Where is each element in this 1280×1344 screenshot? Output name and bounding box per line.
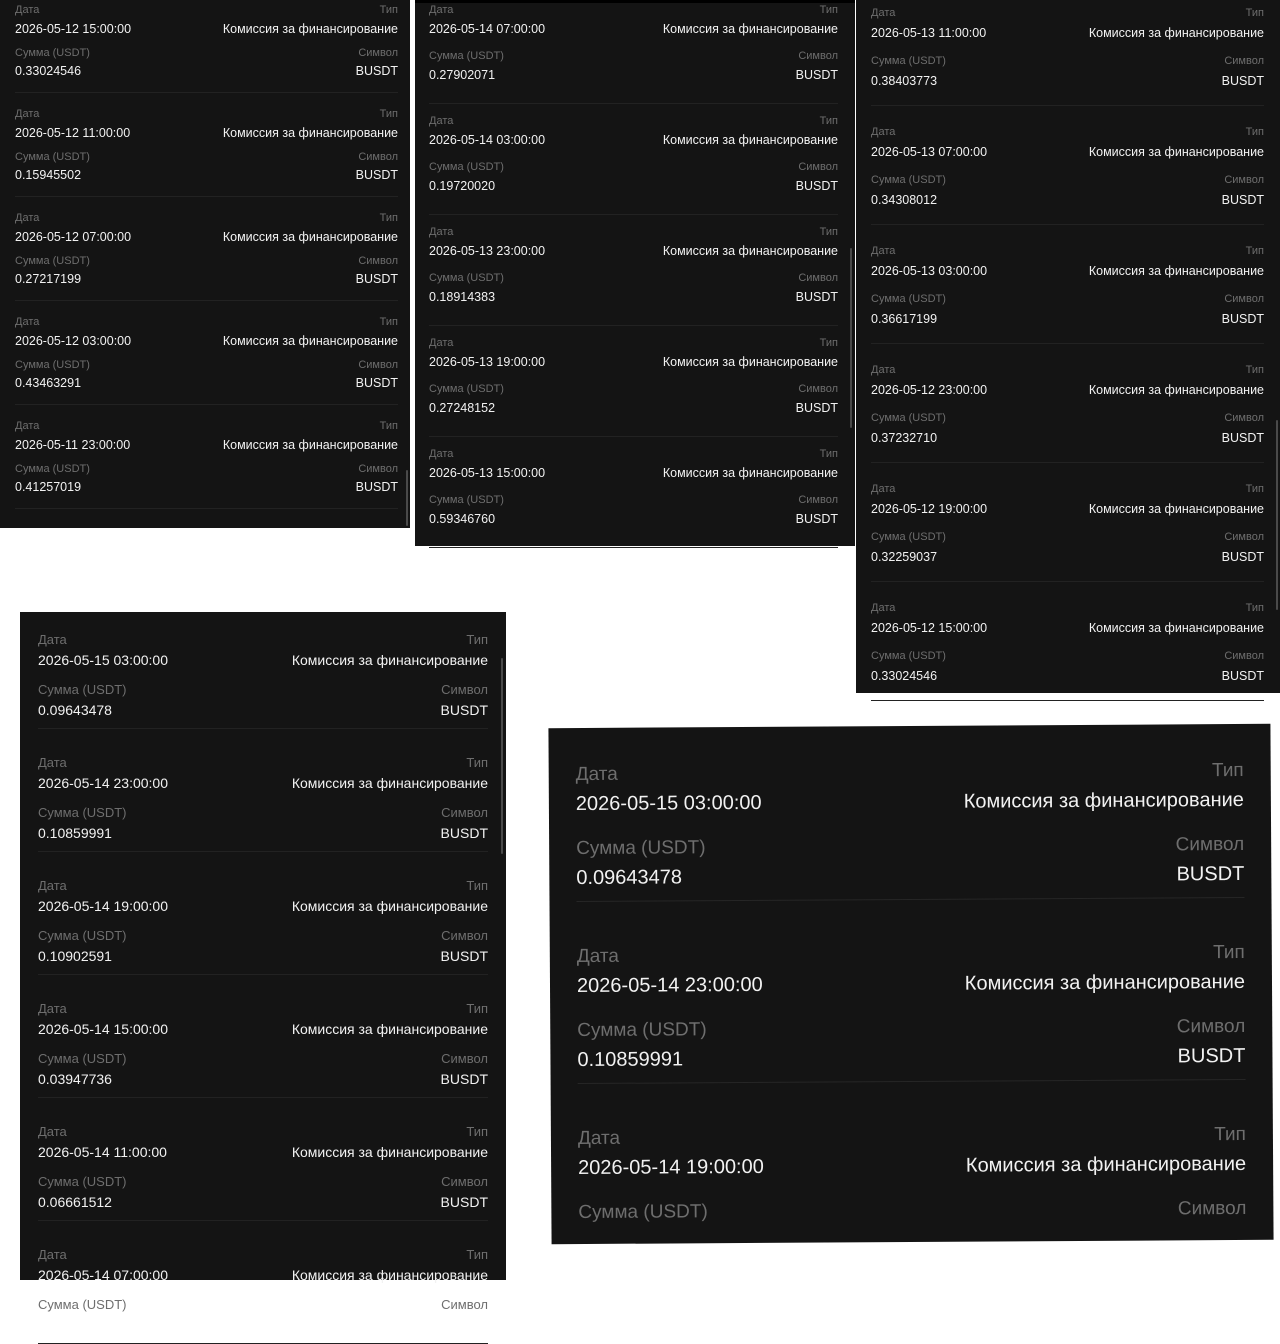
amount-label: Сумма (USDT) <box>871 412 946 424</box>
record-type: Комиссия за финансирование <box>291 1021 488 1037</box>
date-label: Дата <box>15 4 40 16</box>
record-type: Комиссия за финансирование <box>662 133 838 147</box>
amount-label: Сумма (USDT) <box>38 928 127 943</box>
date-label: Дата <box>871 364 896 376</box>
symbol-label: Символ <box>1224 412 1264 424</box>
record-amount: 0.41257019 <box>15 480 82 494</box>
funding-record[interactable] <box>576 898 1245 1084</box>
symbol-label: Символ <box>441 805 488 820</box>
record-type: Комиссия за финансирование <box>1088 26 1264 40</box>
record-type: Комиссия за финансирование <box>662 22 838 36</box>
record-symbol: BUSDT <box>355 480 398 494</box>
amount-label: Сумма (USDT) <box>38 1051 127 1066</box>
record-amount: 0.32259037 <box>871 550 938 564</box>
amount-label: Сумма (USDT) <box>15 359 90 371</box>
record-type: Комиссия за финансирование <box>1088 502 1264 516</box>
type-label: Тип <box>379 316 398 328</box>
type-label: Тип <box>466 1124 488 1139</box>
record-type: Комиссия за финансирование <box>222 126 398 140</box>
record-date: 2026-05-12 15:00:00 <box>15 22 132 36</box>
record-date: 2026-05-14 07:00:00 <box>429 22 546 36</box>
record-type: Комиссия за финансирование <box>291 1144 488 1160</box>
record-amount: 0.37232710 <box>871 431 938 445</box>
type-label: Тип <box>379 420 398 432</box>
date-label: Дата <box>15 316 40 328</box>
funding-history-panel-4[interactable] <box>20 612 506 1312</box>
type-label: Тип <box>466 1247 488 1262</box>
symbol-label: Символ <box>1175 833 1245 856</box>
symbol-label: Символ <box>798 50 838 62</box>
record-type: Комиссия за финансирование <box>291 652 488 668</box>
record-amount: 0.10859991 <box>577 1048 684 1072</box>
type-label: Тип <box>466 755 488 770</box>
record-symbol: BUSDT <box>355 64 398 78</box>
symbol-label: Символ <box>1177 1197 1247 1220</box>
amount-label: Сумма (USDT) <box>15 151 90 163</box>
funding-history-panel-3[interactable] <box>856 0 1280 693</box>
funding-record[interactable] <box>38 729 488 852</box>
amount-label: Сумма (USDT) <box>871 531 946 543</box>
record-symbol: BUSDT <box>440 1194 488 1210</box>
record-type: Комиссия за финансирование <box>1088 264 1264 278</box>
symbol-label: Символ <box>798 272 838 284</box>
symbol-label: Символ <box>1176 1015 1246 1038</box>
funding-record[interactable] <box>15 197 398 301</box>
record-date: 2026-05-11 23:00:00 <box>15 438 131 452</box>
record-amount: 0.33024546 <box>871 669 938 683</box>
record-date: 2026-05-14 19:00:00 <box>578 1155 764 1180</box>
record-type: Комиссия за финансирование <box>291 1267 488 1283</box>
record-symbol: BUSDT <box>1176 862 1245 886</box>
funding-record[interactable] <box>38 975 488 1098</box>
funding-record[interactable] <box>871 0 1264 106</box>
date-label: Дата <box>429 4 454 16</box>
type-label: Тип <box>379 108 398 120</box>
date-label: Дата <box>871 602 896 614</box>
funding-history-panel-1[interactable] <box>0 0 410 528</box>
funding-history-panel-2[interactable] <box>415 0 855 546</box>
amount-label: Сумма (USDT) <box>38 682 127 697</box>
symbol-label: Символ <box>441 1297 488 1312</box>
symbol-label: Символ <box>358 47 398 59</box>
record-type: Комиссия за финансирование <box>662 466 838 480</box>
funding-record[interactable] <box>871 344 1264 463</box>
funding-record[interactable] <box>871 463 1264 582</box>
record-date: 2026-05-13 23:00:00 <box>429 244 546 258</box>
funding-record[interactable] <box>871 582 1264 701</box>
symbol-label: Символ <box>441 682 488 697</box>
funding-record[interactable] <box>871 106 1264 225</box>
amount-label: Сумма (USDT) <box>38 805 127 820</box>
funding-record[interactable] <box>871 225 1264 344</box>
symbol-label: Символ <box>358 151 398 163</box>
date-label: Дата <box>871 7 896 19</box>
date-label: Дата <box>429 337 454 349</box>
record-date: 2026-05-14 15:00:00 <box>38 1021 168 1037</box>
amount-label: Сумма (USDT) <box>429 272 504 284</box>
symbol-label: Символ <box>1224 531 1264 543</box>
record-type: Комиссия за финансирование <box>291 775 488 791</box>
symbol-label: Символ <box>441 928 488 943</box>
type-label: Тип <box>1245 364 1264 376</box>
funding-record[interactable] <box>38 606 488 729</box>
date-label: Дата <box>38 1001 67 1016</box>
amount-label: Сумма (USDT) <box>429 494 504 506</box>
date-label: Дата <box>429 115 454 127</box>
type-label: Тип <box>819 226 838 238</box>
record-symbol: BUSDT <box>795 179 838 193</box>
record-symbol: BUSDT <box>440 825 488 841</box>
record-symbol: BUSDT <box>1221 669 1264 683</box>
funding-record[interactable] <box>15 93 398 197</box>
record-symbol: BUSDT <box>795 512 838 526</box>
record-date: 2026-05-12 23:00:00 <box>871 383 988 397</box>
record-date: 2026-05-14 11:00:00 <box>38 1144 167 1160</box>
date-label: Дата <box>38 878 67 893</box>
record-date: 2026-05-14 19:00:00 <box>38 898 168 914</box>
record-amount: 0.10902591 <box>38 948 112 964</box>
record-date: 2026-05-15 03:00:00 <box>38 652 168 668</box>
amount-label: Сумма (USDT) <box>15 255 90 267</box>
record-symbol: BUSDT <box>440 948 488 964</box>
record-type: Комиссия за финансирование <box>963 788 1244 813</box>
funding-history-panel-5-zoomed[interactable] <box>548 724 1273 1244</box>
record-type: Комиссия за финансирование <box>662 355 838 369</box>
record-date: 2026-05-13 19:00:00 <box>429 355 546 369</box>
record-amount: 0.33024546 <box>15 64 82 78</box>
record-amount: 0.59346760 <box>429 512 496 526</box>
funding-record[interactable] <box>429 437 838 548</box>
record-date: 2026-05-14 03:00:00 <box>429 133 546 147</box>
scrollbar-thumb[interactable] <box>850 248 852 428</box>
type-label: Тип <box>379 212 398 224</box>
symbol-label: Символ <box>441 1051 488 1066</box>
record-amount: 0.15945502 <box>15 168 82 182</box>
record-type: Комиссия за финансирование <box>1088 383 1264 397</box>
funding-record[interactable] <box>429 0 838 104</box>
record-type: Комиссия за финансирование <box>1088 145 1264 159</box>
symbol-label: Символ <box>1224 55 1264 67</box>
type-label: Тип <box>819 115 838 127</box>
date-label: Дата <box>577 1127 621 1150</box>
record-type: Комиссия за финансирование <box>222 22 398 36</box>
record-date: 2026-05-12 15:00:00 <box>871 621 988 635</box>
funding-record[interactable] <box>38 1098 488 1221</box>
date-label: Дата <box>576 945 619 968</box>
record-date: 2026-05-13 15:00:00 <box>429 466 546 480</box>
type-label: Тип <box>1245 483 1264 495</box>
date-label: Дата <box>575 763 618 786</box>
scrollbar-thumb[interactable] <box>406 470 408 526</box>
date-label: Дата <box>15 420 40 432</box>
date-label: Дата <box>429 226 454 238</box>
type-label: Тип <box>379 4 398 16</box>
date-label: Дата <box>871 126 896 138</box>
record-date: 2026-05-13 07:00:00 <box>871 145 988 159</box>
funding-record[interactable] <box>38 1221 488 1344</box>
record-symbol: BUSDT <box>1221 431 1264 445</box>
record-date: 2026-05-12 07:00:00 <box>15 230 132 244</box>
record-amount: 0.34308012 <box>871 193 938 207</box>
date-label: Дата <box>429 448 454 460</box>
record-date: 2026-05-14 23:00:00 <box>38 775 168 791</box>
record-symbol: BUSDT <box>355 376 398 390</box>
date-label: Дата <box>38 1247 67 1262</box>
record-amount: 0.27217199 <box>15 272 82 286</box>
symbol-label: Символ <box>1224 650 1264 662</box>
amount-label: Сумма (USDT) <box>871 293 946 305</box>
record-amount: 0.36617199 <box>871 312 938 326</box>
funding-record[interactable] <box>575 716 1244 902</box>
type-label: Тип <box>1245 602 1264 614</box>
date-label: Дата <box>15 108 40 120</box>
amount-label: Сумма (USDT) <box>577 1019 707 1042</box>
scrollbar-thumb[interactable] <box>1276 420 1278 610</box>
record-symbol: BUSDT <box>1221 550 1264 564</box>
symbol-label: Символ <box>798 161 838 173</box>
symbol-label: Символ <box>358 359 398 371</box>
funding-record[interactable] <box>578 1080 1247 1266</box>
record-amount: 0.06661512 <box>38 1194 112 1210</box>
date-label: Дата <box>871 483 896 495</box>
record-type: Комиссия за финансирование <box>965 1152 1247 1177</box>
amount-label: Сумма (USDT) <box>871 174 946 186</box>
type-label: Тип <box>1213 941 1245 964</box>
record-date: 2026-05-12 19:00:00 <box>871 502 988 516</box>
type-label: Тип <box>1214 1123 1246 1146</box>
record-symbol: BUSDT <box>1221 74 1264 88</box>
record-date: 2026-05-12 11:00:00 <box>15 126 131 140</box>
amount-label: Сумма (USDT) <box>429 383 504 395</box>
date-label: Дата <box>871 245 896 257</box>
record-amount: 0.09643478 <box>38 702 112 718</box>
funding-record[interactable] <box>15 301 398 405</box>
symbol-label: Символ <box>358 463 398 475</box>
type-label: Тип <box>819 337 838 349</box>
record-amount: 0.03947736 <box>38 1071 112 1087</box>
symbol-label: Символ <box>1224 174 1264 186</box>
type-label: Тип <box>466 632 488 647</box>
type-label: Тип <box>819 4 838 16</box>
record-type: Комиссия за финансирование <box>662 244 838 258</box>
record-amount: 0.19720020 <box>429 179 496 193</box>
record-symbol: BUSDT <box>1177 1044 1246 1068</box>
record-symbol: BUSDT <box>1221 193 1264 207</box>
funding-record[interactable] <box>15 405 398 509</box>
type-label: Тип <box>1245 126 1264 138</box>
record-symbol: BUSDT <box>795 401 838 415</box>
amount-label: Сумма (USDT) <box>429 50 504 62</box>
symbol-label: Символ <box>441 1174 488 1189</box>
amount-label: Сумма (USDT) <box>38 1174 127 1189</box>
type-label: Тип <box>1245 7 1264 19</box>
record-type: Комиссия за финансирование <box>222 334 398 348</box>
record-symbol: BUSDT <box>795 68 838 82</box>
funding-record[interactable] <box>429 215 838 326</box>
amount-label: Сумма (USDT) <box>871 55 946 67</box>
amount-label: Сумма (USDT) <box>15 463 90 475</box>
amount-label: Сумма (USDT) <box>871 650 946 662</box>
record-date: 2026-05-14 23:00:00 <box>576 973 763 998</box>
date-label: Дата <box>38 1124 67 1139</box>
record-amount: 0.27902071 <box>429 68 496 82</box>
record-date: 2026-05-15 03:00:00 <box>575 791 762 816</box>
type-label: Тип <box>819 448 838 460</box>
record-symbol: BUSDT <box>795 290 838 304</box>
funding-record[interactable] <box>38 852 488 975</box>
scrollbar-thumb[interactable] <box>501 658 503 854</box>
funding-record[interactable] <box>429 104 838 215</box>
record-type: Комиссия за финансирование <box>222 230 398 244</box>
amount-label: Сумма (USDT) <box>578 1201 708 1224</box>
symbol-label: Символ <box>358 255 398 267</box>
type-label: Тип <box>466 878 488 893</box>
amount-label: Сумма (USDT) <box>576 837 706 860</box>
record-type: Комиссия за финансирование <box>964 970 1246 995</box>
record-symbol: BUSDT <box>1221 312 1264 326</box>
funding-record[interactable] <box>15 0 398 93</box>
record-amount: 0.38403773 <box>871 74 938 88</box>
date-label: Дата <box>38 755 67 770</box>
record-date: 2026-05-13 11:00:00 <box>871 26 987 40</box>
date-label: Дата <box>15 212 40 224</box>
record-date: 2026-05-12 03:00:00 <box>15 334 132 348</box>
record-symbol: BUSDT <box>440 702 488 718</box>
record-amount: 0.09643478 <box>576 866 683 890</box>
record-symbol: BUSDT <box>355 168 398 182</box>
record-date: 2026-05-13 03:00:00 <box>871 264 988 278</box>
date-label: Дата <box>38 632 67 647</box>
record-type: Комиссия за финансирование <box>1088 621 1264 635</box>
type-label: Тип <box>466 1001 488 1016</box>
record-amount: 0.27248152 <box>429 401 496 415</box>
type-label: Тип <box>1211 759 1244 782</box>
amount-label: Сумма (USDT) <box>429 161 504 173</box>
type-label: Тип <box>1245 245 1264 257</box>
amount-label: Сумма (USDT) <box>38 1297 127 1312</box>
symbol-label: Символ <box>798 494 838 506</box>
record-symbol: BUSDT <box>355 272 398 286</box>
symbol-label: Символ <box>1224 293 1264 305</box>
funding-record[interactable] <box>429 326 838 437</box>
record-symbol: BUSDT <box>440 1071 488 1087</box>
record-type: Комиссия за финансирование <box>291 898 488 914</box>
record-date: 2026-05-14 07:00:00 <box>38 1267 168 1283</box>
record-amount: 0.18914383 <box>429 290 496 304</box>
amount-label: Сумма (USDT) <box>15 47 90 59</box>
record-amount: 0.10859991 <box>38 825 112 841</box>
record-type: Комиссия за финансирование <box>222 438 398 452</box>
symbol-label: Символ <box>798 383 838 395</box>
record-amount: 0.43463291 <box>15 376 82 390</box>
